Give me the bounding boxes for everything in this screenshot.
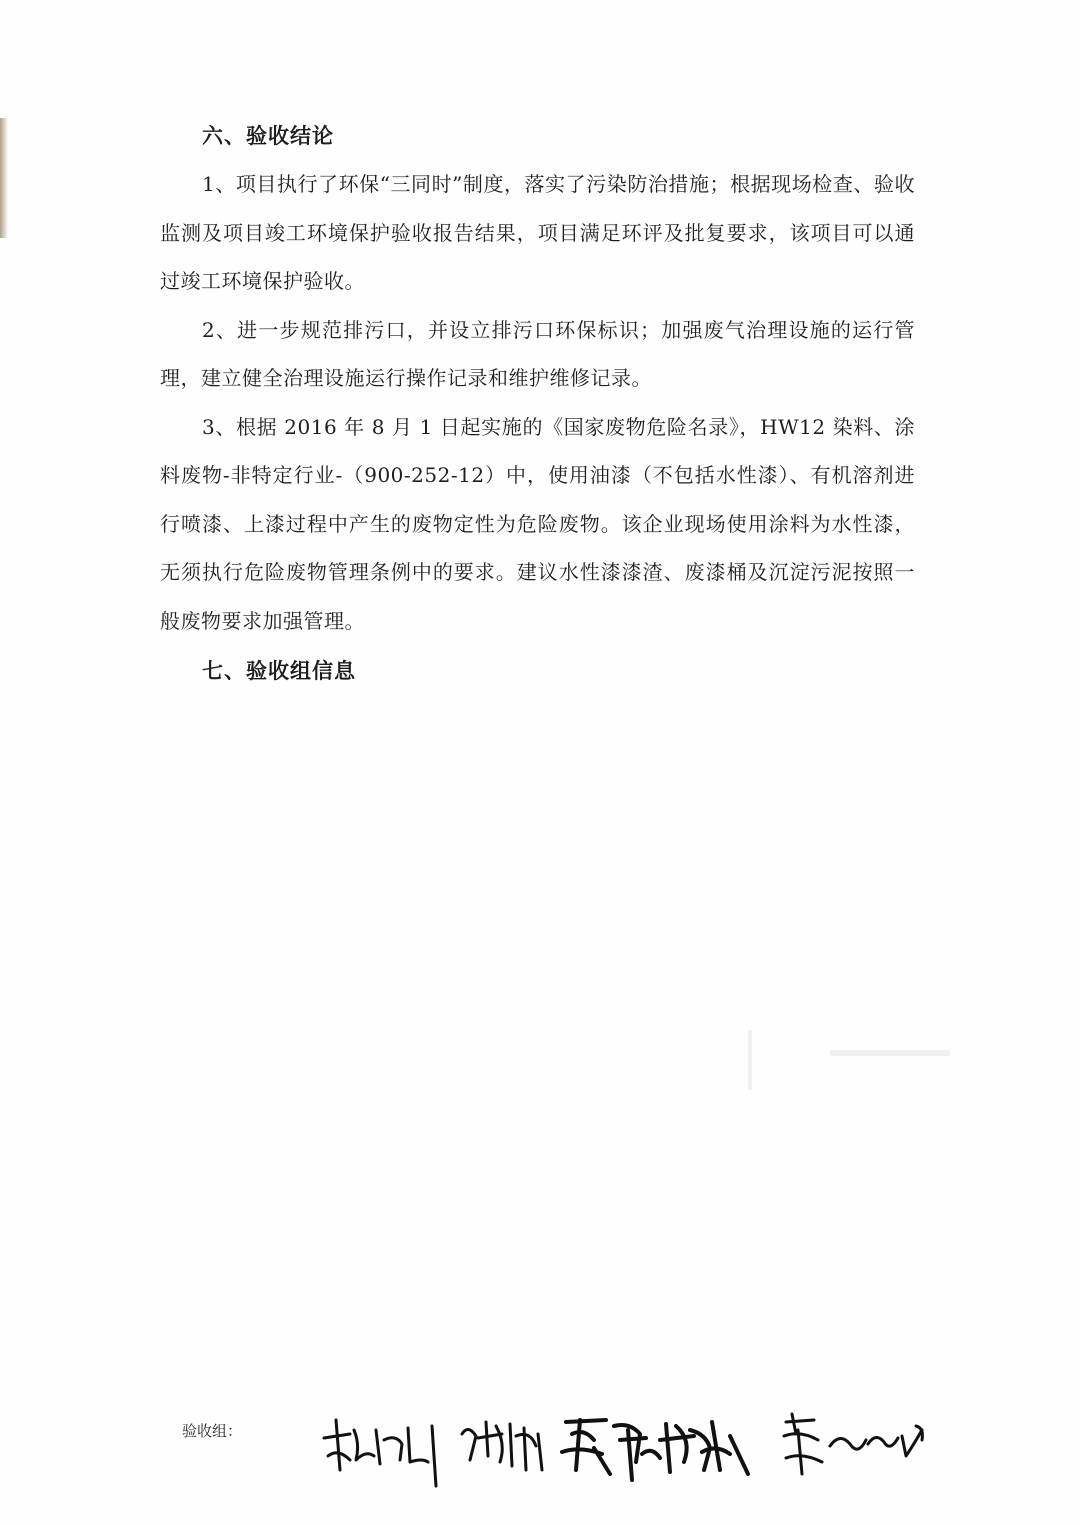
section-7-title: 七、验收组信息 bbox=[202, 659, 356, 683]
paragraph-1: 1、项目执行了环保“三同时”制度，落实了污染防治措施；根据现场检查、验收监测及项目竣工环境保护验收报告结果，项目满足环评及批复要求，该项目可以通过竣工环境保护验收。 bbox=[160, 172, 915, 293]
document-body bbox=[160, 112, 915, 695]
section-6-title: 六、验收结论 bbox=[202, 124, 334, 148]
signature-row bbox=[0, 1400, 1080, 1510]
scan-edge-artifact bbox=[0, 118, 8, 238]
signature-4 bbox=[784, 1414, 922, 1474]
signature-2 bbox=[462, 1422, 542, 1470]
signature-3 bbox=[562, 1420, 748, 1480]
handwritten-signatures bbox=[310, 1400, 950, 1510]
signature-label: 验收组： bbox=[182, 1422, 243, 1440]
signature-1 bbox=[324, 1420, 436, 1486]
scan-artifact bbox=[748, 1030, 752, 1090]
paragraph-2: 2、进一步规范排污口，并设立排污口环保标识；加强废气治理设施的运行管理，建立健全治理设施运行操作记录和维护维修记录。 bbox=[160, 317, 915, 390]
paragraph-3: 3、根据 2016 年 8 月 1 日起实施的《国家废物危险名录》，HW12 染料、涂料废物-非特定行业-（900-252-12）中，使用油漆（不包括水性漆）、有机溶剂进行喷漆、上漆过程中产生的废物定性为危险废物。该企业现场使用涂料为水性漆，无须执行危险废物管理条例中的要求。建议水性漆漆渣、废漆桶及沉淀污泥按照一般废物要求加强管理。 bbox=[160, 414, 915, 633]
scan-artifact bbox=[830, 1050, 950, 1056]
